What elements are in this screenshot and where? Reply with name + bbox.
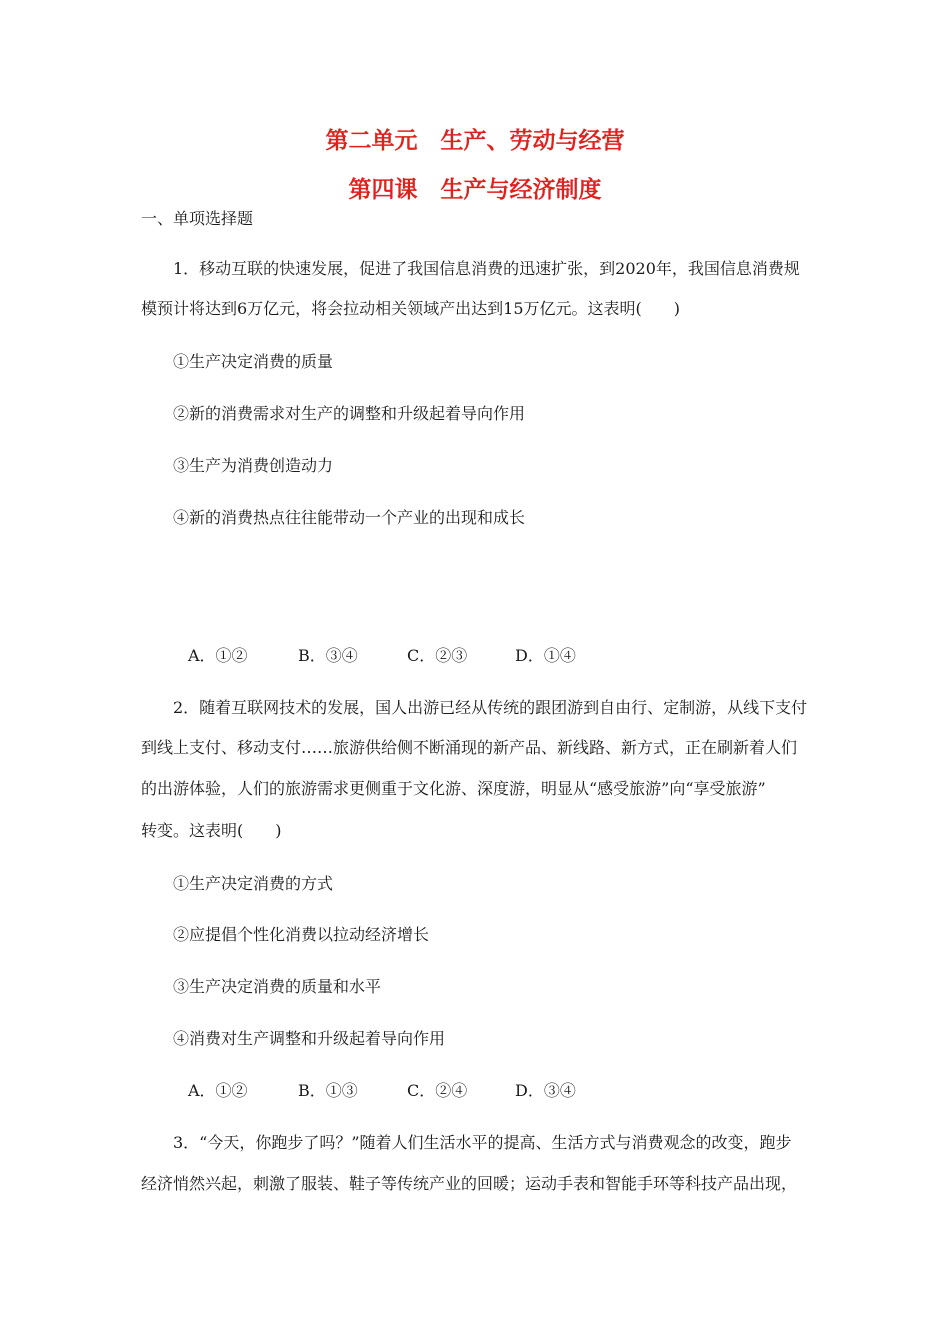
q1-stem-line-1: 1．移动互联的快速发展，促进了我国信息消费的迅速扩张，到2020年，我国信息消费规 <box>173 259 800 278</box>
q2-option-a[interactable]: A．①② <box>188 1081 248 1100</box>
q3-stem-line-2: 经济悄然兴起，刺激了服装、鞋子等传统产业的回暖；运动手表和智能手环等科技产品出现， <box>141 1174 798 1193</box>
q1-option-c[interactable]: C．②③ <box>407 646 468 665</box>
q1-option-b[interactable]: B．③④ <box>298 646 358 665</box>
lesson-title: 第四课 生产与经济制度 <box>348 177 602 203</box>
q2-option-b[interactable]: B．①③ <box>298 1081 358 1100</box>
q1-option-a[interactable]: A．①② <box>188 646 248 665</box>
unit-title: 第二单元 生产、劳动与经营 <box>325 128 625 154</box>
q2-stem-line-3: 的出游体验，人们的旅游需求更侧重于文化游、深度游，明显从“感受旅游”向“享受旅游” <box>141 779 766 798</box>
q1-options <box>0 646 950 668</box>
q2-stem-line-1: 2．随着互联网技术的发展，国人出游已经从传统的跟团游到自由行、定制游，从线下支付 <box>173 698 808 717</box>
q1-option-d[interactable]: D．①④ <box>515 646 576 665</box>
q2-stem-line-4: 转变。这表明( ) <box>141 821 282 840</box>
q1-stem-line-2: 模预计将达到6万亿元，将会拉动相关领域产出达到15万亿元。这表明( ) <box>141 299 681 318</box>
q2-statement-1: ①生产决定消费的方式 <box>173 874 334 893</box>
q1-statement-2: ②新的消费需求对生产的调整和升级起着导向作用 <box>173 404 526 423</box>
q2-option-d[interactable]: D．③④ <box>515 1081 576 1100</box>
q2-statement-3: ③生产决定消费的质量和水平 <box>173 977 382 996</box>
q2-options <box>0 1081 950 1103</box>
q2-stem-line-2: 到线上支付、移动支付……旅游供给侧不断涌现的新产品、新线路、新方式，正在刷新着人们 <box>141 738 798 757</box>
q1-statement-3: ③生产为消费创造动力 <box>173 456 334 475</box>
section-heading: 一、单项选择题 <box>141 209 254 228</box>
q1-statement-4: ④新的消费热点往往能带动一个产业的出现和成长 <box>173 508 526 527</box>
q1-statement-1: ①生产决定消费的质量 <box>173 352 334 371</box>
q2-option-c[interactable]: C．②④ <box>407 1081 468 1100</box>
q3-stem-line-1: 3．“今天，你跑步了吗？”随着人们生活水平的提高、生活方式与消费观念的改变，跑步 <box>173 1133 792 1152</box>
q2-statement-4: ④消费对生产调整和升级起着导向作用 <box>173 1029 446 1048</box>
q2-statement-2: ②应提倡个性化消费以拉动经济增长 <box>173 925 430 944</box>
